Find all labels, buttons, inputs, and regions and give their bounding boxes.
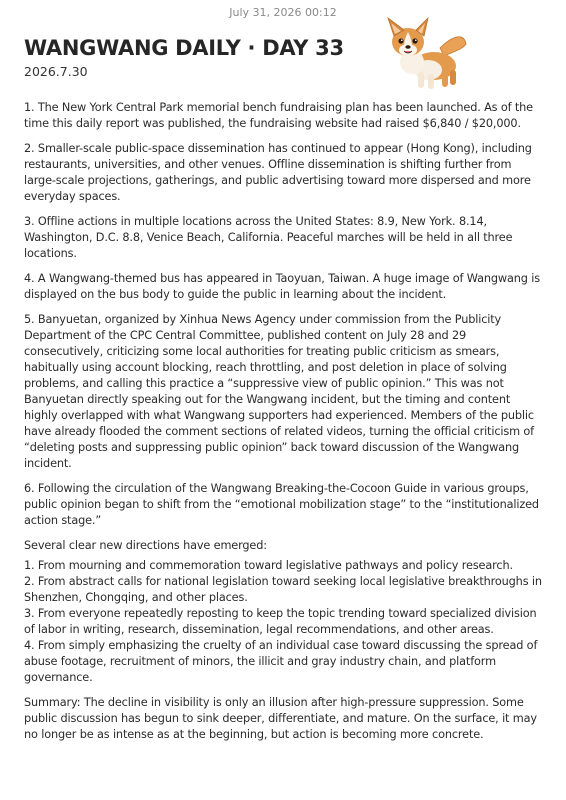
report-item: 4. A Wangwang-themed bus has appeared in Taoyuan, Taiwan. A huge image of Wangwang is displayed on the bus body to guide the public in learning about the incident. — [24, 272, 540, 301]
direction-item: 2. From abstract calls for national legislation toward seeking local legislative breakthroughs in Shenzhen, Chongqing, and other places. — [24, 575, 542, 604]
directions-list — [24, 558, 544, 686]
direction-item: 1. From mourning and commemoration toward legislative pathways and policy research. — [24, 559, 513, 572]
report-item: 5. Banyuetan, organized by Xinhua News Agency under commission from the Publicity Department of the CPC Central Committee, published content on July 28 and 29 consecutively, criticizing some local authorities for treating public criticism as smears, habitually using account blocking, reach throttling, and post deletion in place of solving problems, and calling this practice a “suppressive view of public opinion.” This was not Banyuetan directly speaking out for the Wangwang incident, but the timing and content highly overlapped with what Wangwang supporters had experienced. Members of the public have already flooded the comment sections of related videos, turning the official criticism of “deleting posts and suppressing public opinion” back toward discussion of the Wangwang incident. — [24, 313, 534, 470]
report-item: 1. The New York Central Park memorial bench fundraising plan has been launched. As of the time this daily report was published, the fundraising website had raised $6,840 / $20,000. — [24, 101, 533, 130]
report-body — [24, 100, 544, 752]
report-date: 2026.7.30 — [24, 64, 88, 79]
direction-item: 3. From everyone repeatedly reposting to keep the topic trending toward specialized division of labor in writing, research, dissemination, legal recommendations, and other areas. — [24, 607, 537, 636]
report-item: 6. Following the circulation of the Wangwang Breaking-the-Cocoon Guide in various groups, public opinion began to shift from the “emotional mobilization stage” to the “institutionalized action stage.” — [24, 482, 539, 527]
page-title: WANGWANG DAILY · DAY 33 — [24, 36, 344, 60]
dog-illustration — [378, 14, 470, 92]
report-item: 2. Smaller-scale public-space dissemination has continued to appear (Hong Kong), including restaurants, universities, and other venues. Offline dissemination is shifting further from large-scale projections, gatherings, and public advertising toward more dispersed and more everyday spaces. — [24, 142, 532, 203]
report-item: 3. Offline actions in multiple locations across the United States: 8.9, New York. 8.14, Washington, D.C. 8.8, Venice Beach, California. Peaceful marches will be held in all three locations. — [24, 215, 513, 260]
summary: Summary: The decline in visibility is only an illusion after high-pressure suppression. Some public discussion has begun to sink deeper, differentiate, and mature. On the surface, it may no longer be as intense as at the beginning, but action is becoming more concrete. — [24, 696, 537, 741]
directions-heading: Several clear new directions have emerged: — [24, 539, 267, 552]
direction-item: 4. From simply emphasizing the cruelty of an individual case toward discussing the spread of abuse footage, recruitment of minors, the illicit and gray industry chain, and platform governance. — [24, 639, 538, 684]
timestamp: July 31, 2026 00:12 — [229, 6, 337, 19]
